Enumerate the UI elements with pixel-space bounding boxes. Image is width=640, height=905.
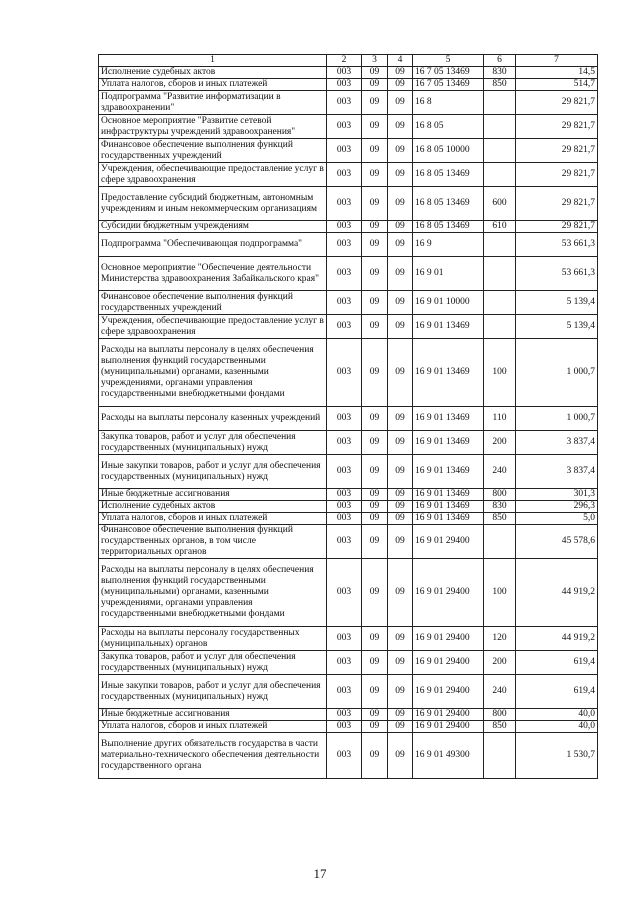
cell-name: Учреждения, обеспечивающие предоставление услуг в сфере здравоохранения bbox=[99, 315, 327, 339]
cell-expense-type bbox=[484, 233, 516, 257]
table-row bbox=[99, 489, 598, 501]
cell-target-article: 16 9 01 49300 bbox=[413, 733, 484, 779]
cell-expense-type bbox=[484, 733, 516, 779]
cell-amount: 619,4 bbox=[516, 675, 598, 709]
cell-subsection: 09 bbox=[388, 339, 413, 407]
cell-admin-code: 003 bbox=[327, 501, 362, 513]
cell-name: Подпрограмма "Развитие информатизации в здравоохранении" bbox=[99, 91, 327, 115]
cell-target-article: 16 9 01 29400 bbox=[413, 559, 484, 627]
cell-subsection: 09 bbox=[388, 315, 413, 339]
cell-subsection: 09 bbox=[388, 79, 413, 91]
cell-target-article: 16 9 01 bbox=[413, 257, 484, 291]
table-row bbox=[99, 221, 598, 233]
cell-subsection: 09 bbox=[388, 501, 413, 513]
cell-section: 09 bbox=[362, 233, 388, 257]
cell-section: 09 bbox=[362, 733, 388, 779]
cell-name: Закупка товаров, работ и услуг для обеспечения государственных (муниципальных) нужд bbox=[99, 431, 327, 455]
cell-amount: 514,7 bbox=[516, 79, 598, 91]
cell-section: 09 bbox=[362, 431, 388, 455]
cell-subsection: 09 bbox=[388, 139, 413, 163]
table-row bbox=[99, 431, 598, 455]
cell-name: Уплата налогов, сборов и иных платежей bbox=[99, 513, 327, 525]
cell-name: Закупка товаров, работ и услуг для обеспечения государственных (муниципальных) нужд bbox=[99, 651, 327, 675]
cell-section: 09 bbox=[362, 489, 388, 501]
cell-expense-type bbox=[484, 525, 516, 559]
cell-name: Уплата налогов, сборов и иных платежей bbox=[99, 79, 327, 91]
table-row bbox=[99, 315, 598, 339]
cell-target-article: 16 9 01 29400 bbox=[413, 651, 484, 675]
table-row bbox=[99, 257, 598, 291]
cell-admin-code: 003 bbox=[327, 233, 362, 257]
cell-subsection: 09 bbox=[388, 709, 413, 721]
cell-subsection: 09 bbox=[388, 67, 413, 79]
cell-admin-code: 003 bbox=[327, 709, 362, 721]
table-row bbox=[99, 501, 598, 513]
cell-target-article: 16 9 01 13469 bbox=[413, 315, 484, 339]
cell-amount: 45 578,6 bbox=[516, 525, 598, 559]
cell-admin-code: 003 bbox=[327, 139, 362, 163]
cell-admin-code: 003 bbox=[327, 525, 362, 559]
cell-admin-code: 003 bbox=[327, 651, 362, 675]
cell-amount: 53 661,3 bbox=[516, 257, 598, 291]
cell-subsection: 09 bbox=[388, 489, 413, 501]
cell-subsection: 09 bbox=[388, 431, 413, 455]
cell-name: Выполнение других обязательств государства в части материально-технического обеспечения деятельности государственного органа bbox=[99, 733, 327, 779]
cell-amount: 296,3 bbox=[516, 501, 598, 513]
cell-target-article: 16 8 bbox=[413, 91, 484, 115]
header-row bbox=[99, 55, 598, 67]
cell-target-article: 16 8 05 13469 bbox=[413, 163, 484, 187]
cell-target-article: 16 9 bbox=[413, 233, 484, 257]
cell-target-article: 16 9 01 29400 bbox=[413, 525, 484, 559]
cell-subsection: 09 bbox=[388, 627, 413, 651]
cell-section: 09 bbox=[362, 315, 388, 339]
cell-name: Иные бюджетные ассигнования bbox=[99, 489, 327, 501]
cell-name: Расходы на выплаты персоналу в целях обеспечения выполнения функций государственными (муниципальными) органами, казенными учреждениями, органами управления государственными внебюджетными фондами bbox=[99, 339, 327, 407]
cell-expense-type bbox=[484, 257, 516, 291]
cell-expense-type: 830 bbox=[484, 501, 516, 513]
table-row bbox=[99, 115, 598, 139]
cell-section: 09 bbox=[362, 221, 388, 233]
cell-subsection: 09 bbox=[388, 455, 413, 489]
cell-subsection: 09 bbox=[388, 407, 413, 431]
cell-amount: 44 919,2 bbox=[516, 627, 598, 651]
cell-expense-type bbox=[484, 163, 516, 187]
cell-expense-type bbox=[484, 315, 516, 339]
cell-amount: 619,4 bbox=[516, 651, 598, 675]
cell-target-article: 16 9 01 13469 bbox=[413, 513, 484, 525]
col-header-6: 6 bbox=[484, 55, 516, 67]
cell-target-article: 16 9 01 13469 bbox=[413, 407, 484, 431]
page-number: 17 bbox=[313, 866, 327, 881]
table-row bbox=[99, 675, 598, 709]
cell-section: 09 bbox=[362, 675, 388, 709]
cell-target-article: 16 7 05 13469 bbox=[413, 79, 484, 91]
cell-amount: 5 139,4 bbox=[516, 291, 598, 315]
cell-target-article: 16 9 01 29400 bbox=[413, 709, 484, 721]
cell-section: 09 bbox=[362, 407, 388, 431]
table-row bbox=[99, 651, 598, 675]
cell-target-article: 16 7 05 13469 bbox=[413, 67, 484, 79]
cell-section: 09 bbox=[362, 651, 388, 675]
table-row bbox=[99, 733, 598, 779]
table-row bbox=[99, 91, 598, 115]
cell-name: Расходы на выплаты персоналу казенных учреждений bbox=[99, 407, 327, 431]
cell-target-article: 16 8 05 bbox=[413, 115, 484, 139]
cell-name: Основное мероприятие "Развитие сетевой инфраструктуры учреждений здравоохранения" bbox=[99, 115, 327, 139]
cell-name: Иные бюджетные ассигнования bbox=[99, 709, 327, 721]
cell-amount: 29 821,7 bbox=[516, 91, 598, 115]
cell-subsection: 09 bbox=[388, 91, 413, 115]
cell-admin-code: 003 bbox=[327, 431, 362, 455]
cell-target-article: 16 9 01 13469 bbox=[413, 489, 484, 501]
table-row bbox=[99, 67, 598, 79]
cell-name: Основное мероприятие "Обеспечение деятельности Министерства здравоохранения Забайкальского края" bbox=[99, 257, 327, 291]
cell-admin-code: 003 bbox=[327, 721, 362, 733]
cell-amount: 40,0 bbox=[516, 709, 598, 721]
cell-target-article: 16 9 01 13469 bbox=[413, 339, 484, 407]
cell-expense-type: 200 bbox=[484, 651, 516, 675]
cell-subsection: 09 bbox=[388, 559, 413, 627]
cell-name: Исполнение судебных актов bbox=[99, 501, 327, 513]
cell-subsection: 09 bbox=[388, 675, 413, 709]
cell-section: 09 bbox=[362, 501, 388, 513]
cell-amount: 5,0 bbox=[516, 513, 598, 525]
table-row bbox=[99, 163, 598, 187]
cell-name: Финансовое обеспечение выполнения функций государственных учреждений bbox=[99, 139, 327, 163]
cell-expense-type bbox=[484, 115, 516, 139]
cell-name: Иные закупки товаров, работ и услуг для обеспечения государственных (муниципальных) нужд bbox=[99, 455, 327, 489]
cell-expense-type: 240 bbox=[484, 455, 516, 489]
cell-admin-code: 003 bbox=[327, 455, 362, 489]
table-row bbox=[99, 79, 598, 91]
cell-name: Субсидии бюджетным учреждениям bbox=[99, 221, 327, 233]
cell-section: 09 bbox=[362, 257, 388, 291]
cell-admin-code: 003 bbox=[327, 489, 362, 501]
cell-admin-code: 003 bbox=[327, 79, 362, 91]
cell-target-article: 16 9 01 10000 bbox=[413, 291, 484, 315]
cell-amount: 53 661,3 bbox=[516, 233, 598, 257]
cell-admin-code: 003 bbox=[327, 407, 362, 431]
cell-name: Финансовое обеспечение выполнения функций государственных органов, в том числе территориальных органов bbox=[99, 525, 327, 559]
cell-admin-code: 003 bbox=[327, 67, 362, 79]
cell-target-article: 16 9 01 29400 bbox=[413, 627, 484, 651]
cell-amount: 29 821,7 bbox=[516, 187, 598, 221]
cell-expense-type: 110 bbox=[484, 407, 516, 431]
col-header-1: 1 bbox=[99, 55, 327, 67]
cell-expense-type: 100 bbox=[484, 559, 516, 627]
cell-subsection: 09 bbox=[388, 733, 413, 779]
cell-section: 09 bbox=[362, 559, 388, 627]
cell-section: 09 bbox=[362, 115, 388, 139]
cell-admin-code: 003 bbox=[327, 115, 362, 139]
cell-admin-code: 003 bbox=[327, 627, 362, 651]
cell-admin-code: 003 bbox=[327, 339, 362, 407]
cell-expense-type: 800 bbox=[484, 709, 516, 721]
cell-section: 09 bbox=[362, 525, 388, 559]
cell-name: Предоставление субсидий бюджетным, автономным учреждениям и иным некоммерческим организациям bbox=[99, 187, 327, 221]
col-header-3: 3 bbox=[362, 55, 388, 67]
cell-expense-type: 850 bbox=[484, 513, 516, 525]
cell-amount: 1 530,7 bbox=[516, 733, 598, 779]
table-row bbox=[99, 187, 598, 221]
cell-admin-code: 003 bbox=[327, 675, 362, 709]
table-row bbox=[99, 513, 598, 525]
cell-subsection: 09 bbox=[388, 651, 413, 675]
cell-target-article: 16 9 01 13469 bbox=[413, 501, 484, 513]
cell-expense-type: 850 bbox=[484, 79, 516, 91]
col-header-2: 2 bbox=[327, 55, 362, 67]
cell-name: Уплата налогов, сборов и иных платежей bbox=[99, 721, 327, 733]
cell-expense-type: 830 bbox=[484, 67, 516, 79]
table-row bbox=[99, 233, 598, 257]
cell-target-article: 16 9 01 13469 bbox=[413, 455, 484, 489]
budget-table bbox=[98, 54, 598, 779]
cell-admin-code: 003 bbox=[327, 187, 362, 221]
cell-name: Подпрограмма "Обеспечивающая подпрограмма" bbox=[99, 233, 327, 257]
cell-amount: 29 821,7 bbox=[516, 115, 598, 139]
cell-name: Исполнение судебных актов bbox=[99, 67, 327, 79]
cell-subsection: 09 bbox=[388, 525, 413, 559]
cell-subsection: 09 bbox=[388, 187, 413, 221]
cell-target-article: 16 9 01 29400 bbox=[413, 675, 484, 709]
cell-section: 09 bbox=[362, 721, 388, 733]
cell-amount: 44 919,2 bbox=[516, 559, 598, 627]
cell-name: Расходы на выплаты персоналу государственных (муниципальных) органов bbox=[99, 627, 327, 651]
cell-section: 09 bbox=[362, 291, 388, 315]
cell-section: 09 bbox=[362, 627, 388, 651]
cell-subsection: 09 bbox=[388, 163, 413, 187]
cell-target-article: 16 8 05 10000 bbox=[413, 139, 484, 163]
table-row bbox=[99, 709, 598, 721]
cell-section: 09 bbox=[362, 91, 388, 115]
cell-amount: 301,3 bbox=[516, 489, 598, 501]
cell-section: 09 bbox=[362, 79, 388, 91]
cell-expense-type: 100 bbox=[484, 339, 516, 407]
table-row bbox=[99, 339, 598, 407]
cell-section: 09 bbox=[362, 513, 388, 525]
cell-amount: 14,5 bbox=[516, 67, 598, 79]
cell-subsection: 09 bbox=[388, 221, 413, 233]
cell-expense-type: 120 bbox=[484, 627, 516, 651]
cell-section: 09 bbox=[362, 163, 388, 187]
cell-expense-type bbox=[484, 291, 516, 315]
table-row bbox=[99, 525, 598, 559]
cell-admin-code: 003 bbox=[327, 163, 362, 187]
cell-section: 09 bbox=[362, 187, 388, 221]
cell-amount: 5 139,4 bbox=[516, 315, 598, 339]
col-header-4: 4 bbox=[388, 55, 413, 67]
cell-target-article: 16 9 01 13469 bbox=[413, 431, 484, 455]
cell-target-article: 16 8 05 13469 bbox=[413, 187, 484, 221]
cell-section: 09 bbox=[362, 455, 388, 489]
col-header-5: 5 bbox=[413, 55, 484, 67]
cell-amount: 1 000,7 bbox=[516, 407, 598, 431]
cell-amount: 1 000,7 bbox=[516, 339, 598, 407]
cell-subsection: 09 bbox=[388, 115, 413, 139]
cell-name: Финансовое обеспечение выполнения функций государственных учреждений bbox=[99, 291, 327, 315]
cell-expense-type: 850 bbox=[484, 721, 516, 733]
cell-name: Расходы на выплаты персоналу в целях обеспечения выполнения функций государственными (муниципальными) органами, казенными учреждениями, органами управления государственными внебюджетными фондами bbox=[99, 559, 327, 627]
cell-expense-type: 240 bbox=[484, 675, 516, 709]
cell-name: Учреждения, обеспечивающие предоставление услуг в сфере здравоохранения bbox=[99, 163, 327, 187]
cell-expense-type: 610 bbox=[484, 221, 516, 233]
cell-amount: 29 821,7 bbox=[516, 139, 598, 163]
cell-expense-type bbox=[484, 91, 516, 115]
col-header-7: 7 bbox=[516, 55, 598, 67]
cell-expense-type: 200 bbox=[484, 431, 516, 455]
cell-amount: 3 837,4 bbox=[516, 431, 598, 455]
cell-admin-code: 003 bbox=[327, 559, 362, 627]
cell-subsection: 09 bbox=[388, 257, 413, 291]
cell-admin-code: 003 bbox=[327, 513, 362, 525]
cell-target-article: 16 9 01 29400 bbox=[413, 721, 484, 733]
cell-name: Иные закупки товаров, работ и услуг для обеспечения государственных (муниципальных) нужд bbox=[99, 675, 327, 709]
cell-expense-type: 800 bbox=[484, 489, 516, 501]
cell-expense-type: 600 bbox=[484, 187, 516, 221]
cell-amount: 3 837,4 bbox=[516, 455, 598, 489]
cell-section: 09 bbox=[362, 139, 388, 163]
cell-amount: 29 821,7 bbox=[516, 163, 598, 187]
cell-expense-type bbox=[484, 139, 516, 163]
table-row bbox=[99, 721, 598, 733]
cell-section: 09 bbox=[362, 709, 388, 721]
table-row bbox=[99, 407, 598, 431]
cell-admin-code: 003 bbox=[327, 733, 362, 779]
cell-section: 09 bbox=[362, 339, 388, 407]
cell-admin-code: 003 bbox=[327, 315, 362, 339]
cell-admin-code: 003 bbox=[327, 91, 362, 115]
table-row bbox=[99, 139, 598, 163]
cell-subsection: 09 bbox=[388, 721, 413, 733]
cell-subsection: 09 bbox=[388, 233, 413, 257]
cell-admin-code: 003 bbox=[327, 221, 362, 233]
cell-target-article: 16 8 05 13469 bbox=[413, 221, 484, 233]
table-row bbox=[99, 559, 598, 627]
cell-amount: 29 821,7 bbox=[516, 221, 598, 233]
cell-admin-code: 003 bbox=[327, 257, 362, 291]
table-row bbox=[99, 455, 598, 489]
cell-admin-code: 003 bbox=[327, 291, 362, 315]
cell-section: 09 bbox=[362, 67, 388, 79]
cell-amount: 40,0 bbox=[516, 721, 598, 733]
cell-subsection: 09 bbox=[388, 513, 413, 525]
table-row bbox=[99, 627, 598, 651]
cell-subsection: 09 bbox=[388, 291, 413, 315]
table-row bbox=[99, 291, 598, 315]
